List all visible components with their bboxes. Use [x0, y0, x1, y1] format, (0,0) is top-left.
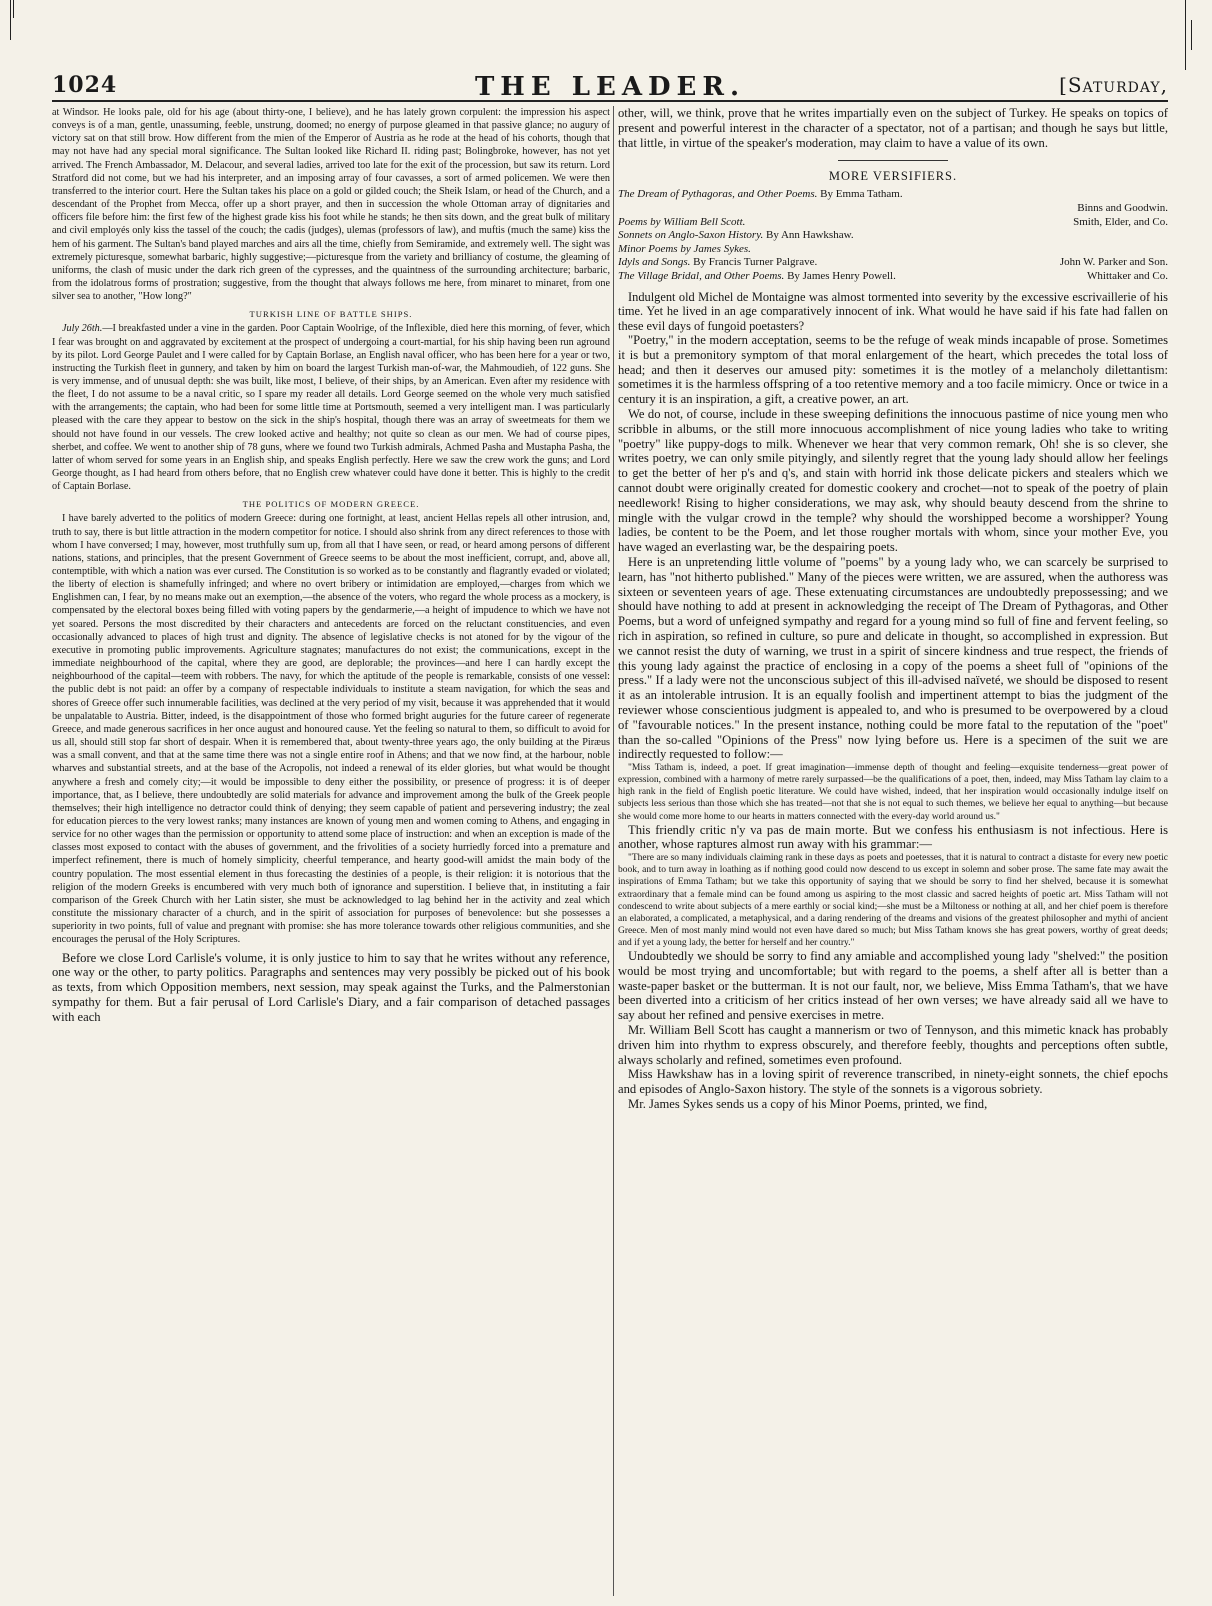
book-entry: The Village Bridal, and Other Poems. By James Henry Powell. Whittaker and Co.	[618, 269, 1168, 282]
section-rule	[838, 160, 948, 161]
left-column	[52, 106, 610, 1596]
book-entry: Minor Poems by James Sykes.	[618, 242, 751, 255]
paragraph: Mr. William Bell Scott has caught a mannerism or two of Tennyson, and this mimetic knack has probably driven him into rhythm to express obscurely, and therefore feebly, thoughts and perceptions often subtle, always scholarly and refined, sometimes even profound.	[618, 1022, 1168, 1067]
dateline: July 26th.	[62, 323, 103, 335]
subheading: TURKISH LINE OF BATTLE SHIPS.	[249, 309, 413, 320]
book-entry: Poems by William Bell Scott. Smith, Elder, and Co.	[618, 215, 1168, 228]
paragraph: Indulgent old Michel de Montaigne was almost tormented into severity by the excessive escrivaillerie of his time. Yet he lived in an age comparatively innocent of ink. What would he have said if his fate had fallen on these evil days of fungoid poetasters?	[618, 289, 1168, 333]
book-entry: The Dream of Pythagoras, and Other Poems. By Emma Tatham.	[618, 188, 903, 201]
header-rule	[52, 100, 1168, 102]
scan-edge-mark	[1191, 20, 1192, 50]
subheading: THE POLITICS OF MODERN GREECE.	[242, 499, 420, 510]
scan-edge-mark	[1185, 0, 1186, 70]
paragraph: Undoubtedly we should be sorry to find any amiable and accomplished young lady "shelved:" the position would be most trying and uncomfortable; but with regard to the poems, a shelf after all is better than a waste-paper basket or the butterman. It is not our fault, nor, we believe, Miss Emma Tatham's, that we have been diverted into a criticism of her critics instead of her own verses; we have already said all we have to say about her refined and pensive exercises in metre.	[618, 948, 1168, 1023]
paragraph: This friendly critic n'y va pas de main morte. But we confess his enthusiasm is not infectious. Here is another, whose raptures almost run away with his grammar:—	[618, 822, 1168, 852]
book-entry: Sonnets on Anglo-Saxon History. By Ann Hawkshaw.	[618, 229, 854, 242]
issue-day: [Saturday,	[1059, 73, 1168, 97]
section-title: MORE VERSIFIERS.	[828, 169, 958, 184]
block-quote: "There are so many individuals claiming rank in these days as poets and poetesses, that it is natural to contract a distaste for every new poetic book, and to turn away in loathing as if nothing good could now descend to us except in solemn and sober prose. The same fate may await the inspirations of Emma Tatham; but we take this opportunity of saying that we should be sorry to find her shelved, because it is somewhat extraordinary that a female mind can be found among us aspiring to the most classic and sacred heights of poetic art. Miss Tatham will not condescend to write about subjects of a mere earthly or social kind;—she must be a Miltoness or nothing at all, and her chief poem is therefore an elaborated, a complicated, a metaphysical, and a daring rendering of the dreams and visions of the greatest philosopher and mythi of ancient Greece. Men of most manly mind would not even have dared so much; but Miss Tatham knows she has great powers, worthy of great deeds; and if yet a young lady, the better for herself and her country."	[618, 853, 1168, 948]
paragraph: We do not, of course, include in these sweeping definitions the innocuous pastime of nice young men who scribble in albums, or the still more innocuous accomplishment of nice young ladies who take to writing "poetry" like puppy-dogs to milk. Whenever we hear that very common remark, Oh! she is so clever, she writes poetry, we can only smile pityingly, and silently regret that the young lady should allow her feelings to get the better of her p's and q's, and stain with horrid ink those delicate pickers and stealers which we cannot doubt were originally created for domestic cookery and crochet—not to speak of the poetry of plain needlework! Rising to higher considerations, we may ask, why should beauty descend from the shrine to mingle with the vulgar crowd in the temple? why should the worshipped become a worshipper? Young ladies, be content to be the Poem, and let those rougher mortals with whom, since your mother Eve, you have waged an everlasting war, be the despairing poets.	[618, 407, 1168, 555]
paragraph	[52, 322, 610, 493]
scan-edge-mark	[13, 0, 14, 18]
paragraph: Mr. James Sykes sends us a copy of his Minor Poems, printed, we find,	[628, 1096, 988, 1111]
book-entry: Idyls and Songs. By Francis Turner Palgrave. John W. Parker and Son.	[618, 256, 1168, 269]
paragraph: Before we close Lord Carlisle's volume, it is only justice to him to say that he writes without any reference, one way or the other, to party politics. Paragraphs and sentences may very possibly be picked out of his book as texts, from which Opposition members, next session, may speak against the Turks, and the Palmerstonian sympathy for them. But a fair perusal of Lord Carlisle's Diary, and a fair comparison of detached passages with each	[52, 950, 610, 1024]
book-list	[618, 188, 1168, 283]
paragraph: other, will, we think, prove that he writes impartially even on the subject of Turkey. He speaks on topics of present and powerful interest in the character of a spectator, not of a partisan; and though he says but little, that little, in virtue of the speaker's moderation, may claim to have a value of its own.	[618, 106, 1168, 150]
column-divider	[613, 106, 614, 1596]
paragraph: Miss Hawkshaw has in a loving spirit of reverence transcribed, in ninety-eight sonnets, the chief epochs and episodes of Anglo-Saxon history. The style of the sonnets is a vigorous sobriety.	[618, 1067, 1168, 1097]
scan-edge-mark	[10, 0, 11, 40]
page-number: 1024	[52, 72, 118, 98]
paragraph: I have barely adverted to the politics of modern Greece: during one fortnight, at least, ancient Hellas repels all other intrusion, and, truth to say, there is but little attraction in the modern competitor for notice. I should also shrink from any direct references to those with whom I have conversed; I may, however, most truthfully sum up, from all that I have seen, or read, or heard among persons of different nations, stations, and principles, that the present Government of Greece seems to be about the most inefficient, corrupt, and, above all, contemptible, with which a nation was ever cursed. The Constitution is so worked as to be constantly and flagrantly evaded or violated; the liberty of election is shamefully infringed; and where no overt bribery or intimidation are employed,—charges from which we Englishmen can, I fear, by no means make out an exemption,—the absence of the voters, who regard the whole process as a mockery, is compensated by the electoral boxes being filled with voting papers by the gendarmerie,—a height of impudence to which we have not yet soared. Persons the most discredited by their characters and antecedents are forced on the reluctant constituencies, and even occasionally advanced to places of high trust and dignity. The absence of legislative checks is not atoned for by the vigour of the executive in promoting public improvements. Agriculture stagnates; manufactures do not exist; the communications, except in the immediate neighbourhood of the capital, where they are good, are deplorable; the provinces—and here I can hardly except the neighbourhood of the capital—teem with robbers. The navy, for which the aptitude of the people is remarkable, consists of one vessel: the public debt is not paid: an offer by a company of respectable individuals to institute a steam navigation, for which the seas and shores of Greece offer such innumerable facilities, was declined at the very period of my visit, because it was apprehended that it would be unpalatable to Austria. Bitter, indeed, is the disappointment of those who formed bright auguries for the future career of regenerate Greece, and made generous sacrifices in her once august and honoured cause. Yet the feeling so natural to them, so difficult to avoid for us all, should still stop far short of despair. When it is remembered that, about twenty-three years ago, the only building at the Piræus was a small convent, and that at the same time there was not a single entire roof in Athens; and that we now find, at the harbour, noble wharves and substantial streets, and at the base of the Acropolis, not indeed a renewal of its elder glories, but what would be thought anywhere a fresh and comely city;—it would be impossible to deny either the possibility, or presence of progress: it is of deeper importance, that, as I believe, there undoubtedly are solid materials for advance and improvement among the bulk of the Greek people themselves; their high intelligence no detractor could think of denying; they seem capable of patient and persevering industry; the zeal for education pierces to the very lowest ranks; many instances are known of young men and women coming to Athens, and engaging in service for no other wages than the permission or opportunity to attend some place of instruction: and when an exception is made of the classes most exposed to contact with the abuses of government, and the frivolities of a society hurriedly forced into a premature and imperfect refinement, there is much of homely simplicity, cheerful temperance, and hearty good-will amidst the main body of the country population. The most essential element in thus forecasting the destinies of a people, is their religion: it is notorious that the religion of the modern Greeks is encumbered with very much both of ignorance and superstition. I believe that, in instituting a fair comparison of the Greek Church with her Latin sister, she must be acknowledged to lag behind her in the activity and zeal which constitute the missionary character of a church, and in the spirit of association for purposes of benevolence: but she possesses a superiority in two points, full of value and pregnant with promise: she has more tolerance towards other religious communities, and she encourages the perusal of the Holy Scriptures.	[52, 513, 610, 946]
paragraph: "Poetry," in the modern acceptation, seems to be the refuge of weak minds incapable of prose. Sometimes it is but a premonitory symptom of that moral enlargement of the heart, which precedes the total loss of head; and then it deserves our amused pity: sometimes it is the motley of a melancholy dilettantism: sometimes it is the harmless offspring of a too retentive memory and a too facile mimicry. Once or twice in a century it is an inspiration, a gift, a creative power, an art.	[618, 333, 1168, 407]
masthead: THE LEADER.	[474, 72, 746, 102]
block-quote: "Miss Tatham is, indeed, a poet. If great imagination—immense depth of thought and feeling—exquisite tenderness—great power of expression, combined with a harmony of metre rarely surpassed—be the qualifications of a poet, then, indeed, may Miss Tatham lay claim to a high rank in the field of English poetic literature. We could have wished, indeed, that her inspiration would occasionally indulge itself on subjects less serious than those which she has treated—not that she is not equal to such themes, we believe her equal to anything—but because she would come more home to our hearts in matters connected with the every-day world around us."	[618, 763, 1168, 822]
right-column	[618, 106, 1168, 1596]
paragraph-text: —I breakfasted under a vine in the garden. Poor Captain Woolrige, of the Inflexible, died here this morning, of fever, which I fear was brought on and aggravated by excitement at the prospect of undergoing a court-martial, for his ship having been run aground by its pilot. Lord George Paulet and I were called for by Captain Borlase, an English naval officer, who has been here for a year or two, instructing the Turkish fleet in gunnery, and taken by him on board the largest Turkish man-of-war, the Mahmoudieh, of 122 guns. She is very immense, and of unusual depth: she was built, like most, I believe, of their ships, by an American. Even after my residence with the fleet, I do not assume to be a naval critic, so I spare my reader all details. Lord George seemed on the whole very much satisfied with the arrangements; the captain, who had been for some little time at Portsmouth, seemed a very intelligent man. I was particularly pleased with the care they appear to bestow on the sick in the ship's hospital, though there was an array of sweetmeats for them we should not have found in our vessels. The crew looked active and healthy; not quite so clean as our men. We had of course pipes, sherbet, and coffee. We went to another ship of 78 guns, where we found two Turkish admirals, Achmed Pasha and Mustapha Pasha, the latter of whom served for some years in an English ship, and speaks English perfectly. Here we saw the crew work the guns; and Lord George thought, as I had heard from others before, that no English crew whatever could have done it better. This is highly to the credit of Captain Borlase.	[52, 323, 610, 493]
book-entry: Binns and Goodwin.	[1077, 201, 1168, 214]
page-header	[52, 72, 1168, 102]
paragraph: Here is an unpretending little volume of "poems" by a young lady who, we can scarcely be surprised to learn, has "not hitherto published." Many of the pieces were written, we are assured, when the authoress was sixteen or seventeen years of age. These extenuating circumstances are undoubtedly prepossessing; and we should have nothing to add at present in acknowledging the receipt of The Dream of Pythagoras, and Other Poems, but a word of unfeigned sympathy and regard for a young mind so full of fine and fervent feeling, so rich in aspiration, so refined in culture, so pure and delicate in thought, so accomplished in expression. But we cannot resist the duty of warning, we trust in a spirit of sincere kindness and true respect, the friends of this young lady against the practice of enclosing in a copy of the poems a sheet full of "opinions of the press." If a lady were not the unconscious subject of this ill-advised naïveté, we should be disposed to resent it as an intolerable intrusion. It is an equally foolish and impertinent attempt to bias the judgment of the reviewer whose conscientious judgment is appealed to, and who is presumed to be overpowered by a cloud of "favourable notices." In the present instance, nothing could be more fatal to the reputation of the "poet" than the so-called "Opinions of the Press" now lying before us. Here is a specimen of the suit we are indirectly requested to follow:—	[618, 555, 1168, 762]
paragraph: at Windsor. He looks pale, old for his age (about thirty-one, I believe), and he has lately grown corpulent: the impression his aspect conveys is of a man, gentle, unassuming, feeble, unstrung, doomed; no energy of purpose gleamed in that passive glance; no augury of victory sat on that still brow. How different from the mien of the Emperor of Austria as he rode at the head of his cohorts, though that may not have had any special moral significance. The Sultan looked like Richard II. riding past; Bolingbroke, however, has not yet arrived. The French Ambassador, M. Delacour, and several ladies, arrived too late for the exit of the procession, but saw its return. Lord Stratford did not come, but we had his interpreter, and an imposing array of four cavasses, a sort of armed policemen. We were then transferred to the interior court. Here the Sultan takes his place on a gold or gilded couch; the Sheik Islam, or head of the Church, and a descendant of the Prophet from Mecca, offer up a short prayer, and then in succession the whole Ottoman array of dignitaries and officers file before him: the first few of the highest grade kiss his foot while he stands; he then sits down, and the great bulk of military and civil employés only kiss the tassel of the couch; the cadis (judges), ulemas (professors of law), and muftis (much the same) kiss the hem of his garment. The Sultan's band played marches and airs all the time, chiefly from Semiramide, and extremely well. The sight was extremely picturesque, somewhat barbaric, highly suggestive;—picturesque from the variety and brilliancy of costume, the gleaming of uniforms, the clash of music under the dark rich green of the cypresses, and the quaintness of the surrounding architecture; barbaric, from the idolatrous forms of prostration; suggestive, from the thought that always follows me here, from minaret to minaret, from one silver sea to another, "How long?"	[52, 107, 610, 303]
